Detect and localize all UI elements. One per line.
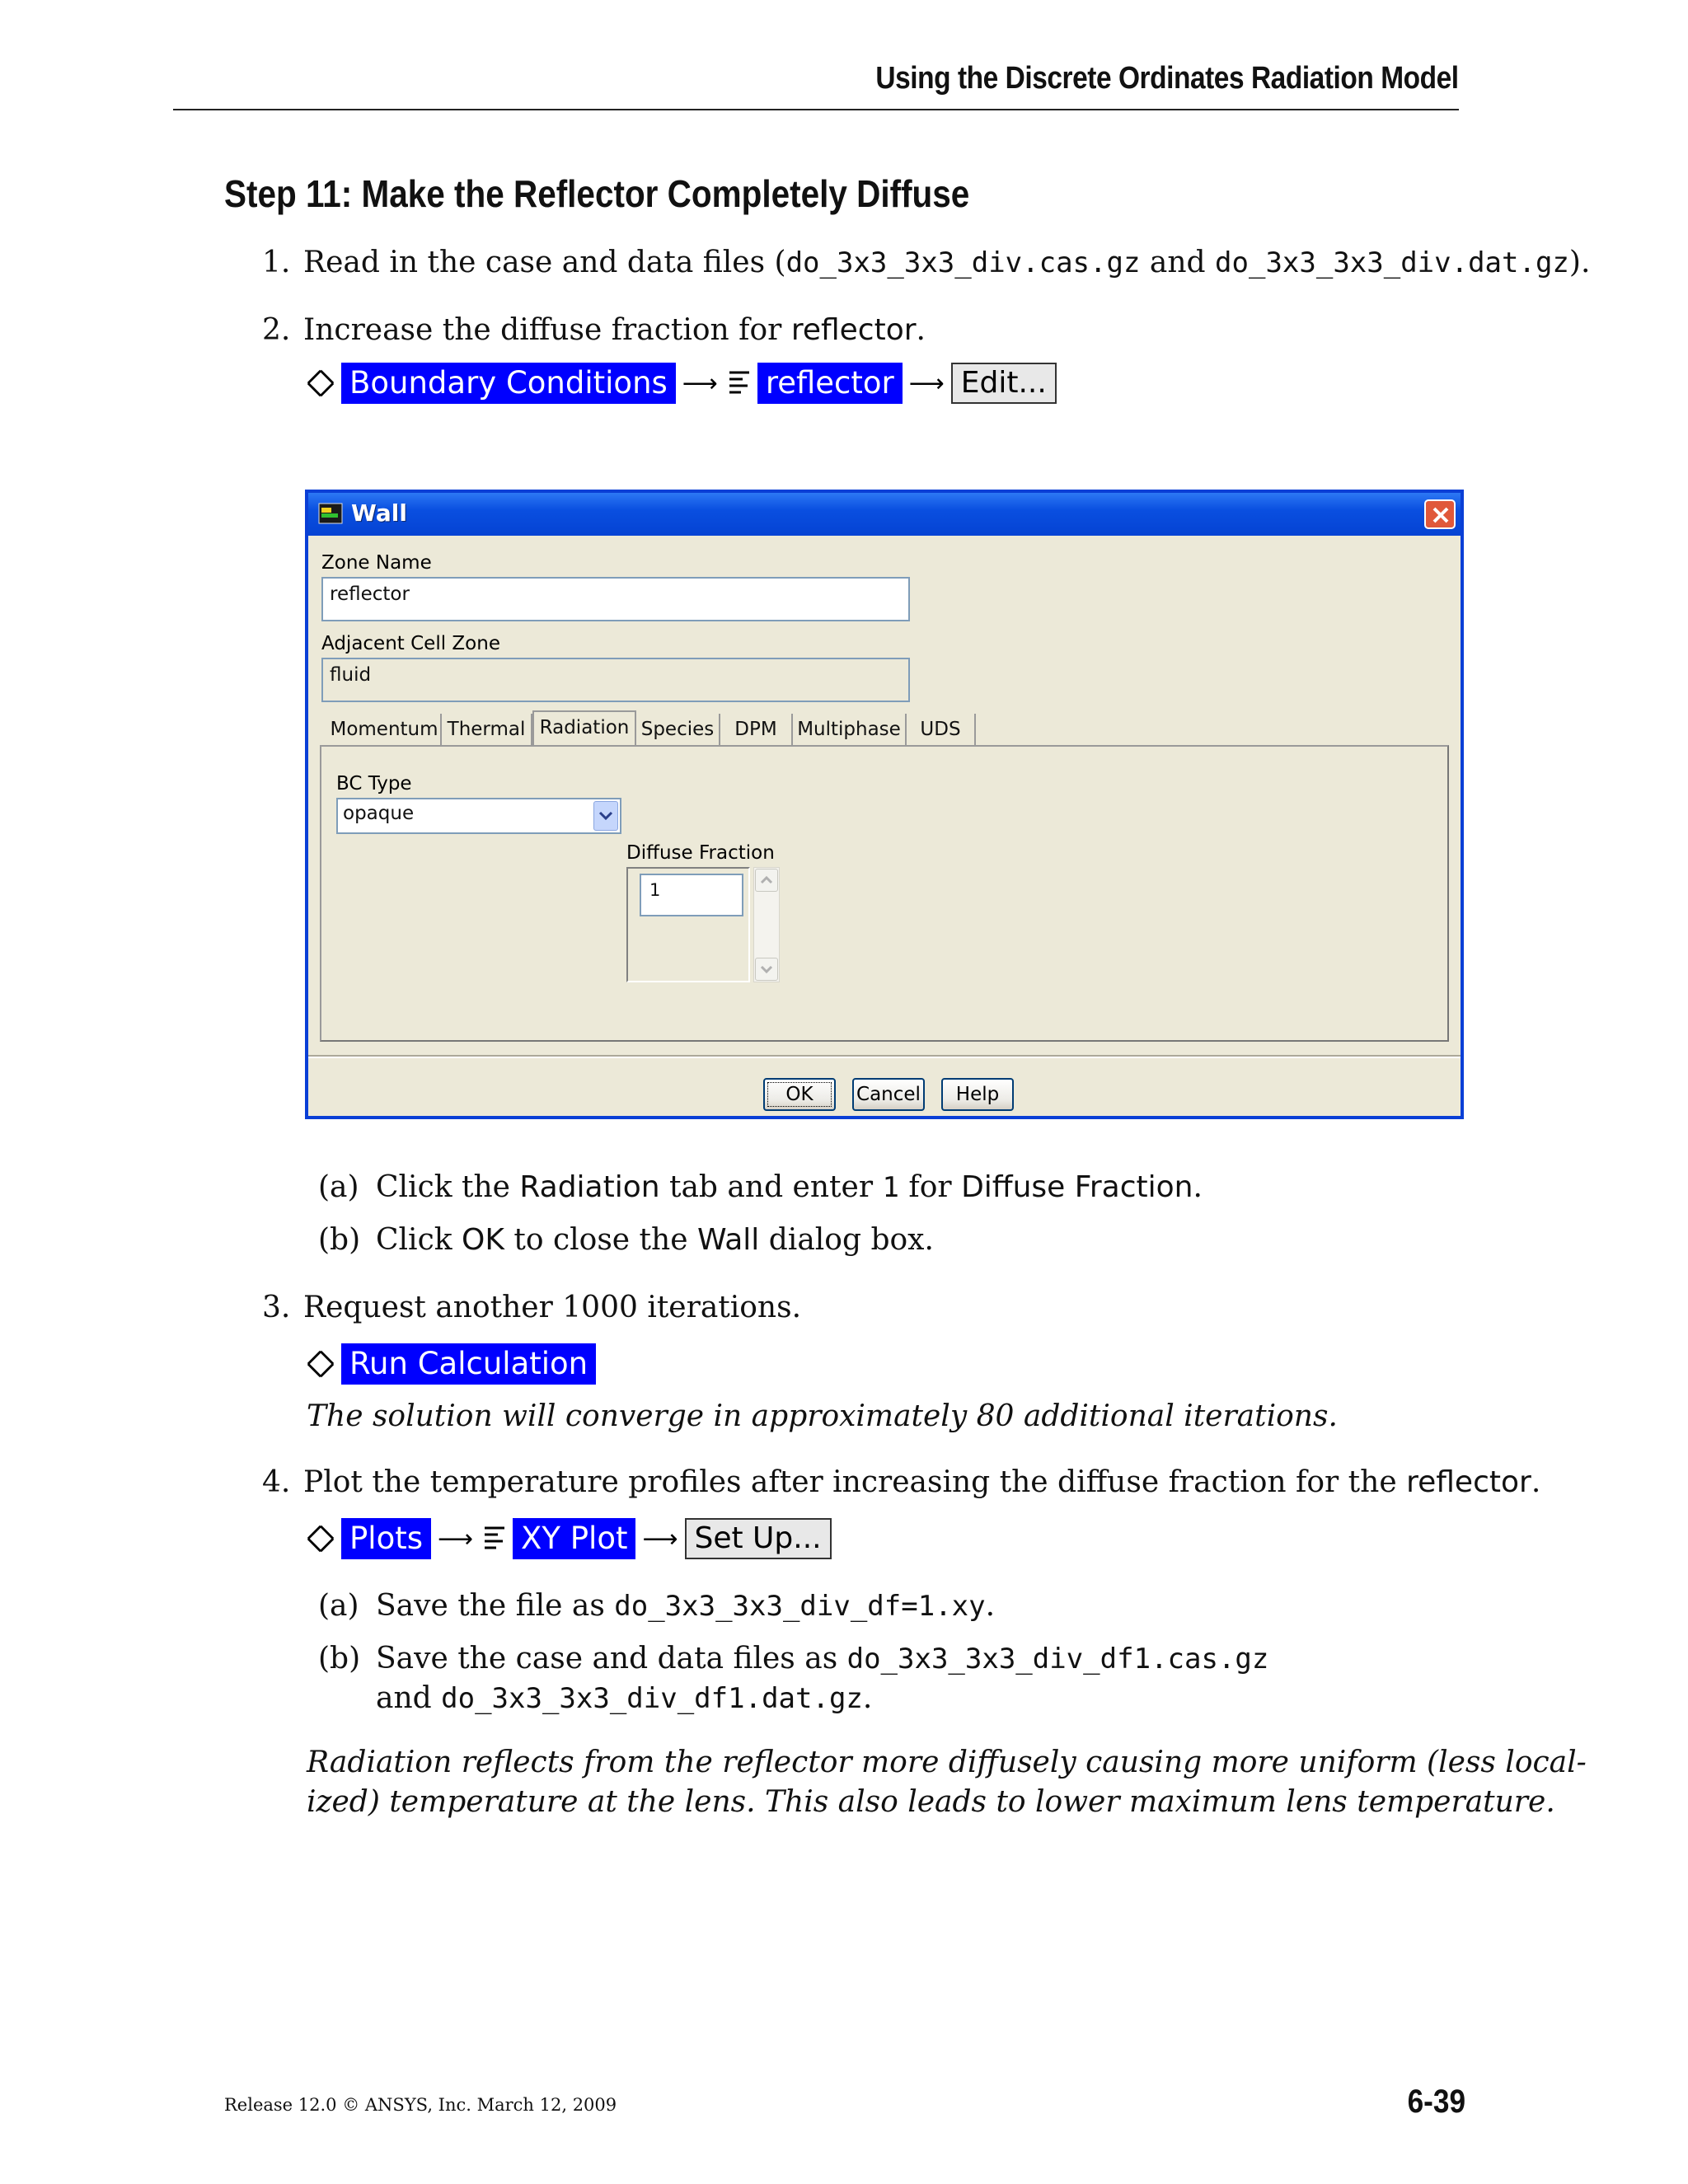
app-icon (318, 503, 343, 524)
item-text: . (1193, 1170, 1203, 1204)
zone-name-label: Zone Name (321, 552, 432, 574)
four-way-arrow-icon (305, 1523, 336, 1554)
dialog-title: Wall (351, 499, 407, 527)
conclusion-line-1: Radiation reflects from the reflector more diffusely causing more uniform (less local- (307, 1746, 1587, 1779)
term-radiation: Radiation (519, 1170, 660, 1204)
nav-plots[interactable]: Plots (341, 1518, 431, 1559)
list-item-4 (262, 1465, 1540, 1499)
bc-type-select[interactable] (336, 798, 621, 834)
ok-button[interactable]: OK (763, 1078, 836, 1111)
list-icon (724, 369, 753, 397)
nav-path-bc (305, 363, 1057, 404)
list-item-4b (318, 1642, 1268, 1675)
value-1: 1 (882, 1171, 899, 1204)
set-up-button[interactable]: Set Up... (685, 1518, 832, 1559)
nav-reflector[interactable]: reflector (757, 363, 903, 404)
item-text: Read in the case and data files ( (303, 246, 786, 279)
item-text: Save the file as (376, 1589, 615, 1623)
four-way-arrow-icon (305, 368, 336, 399)
item-number: 4. (262, 1465, 291, 1499)
nav-run-calculation[interactable]: Run Calculation (341, 1343, 596, 1385)
tab-uds[interactable]: UDS (907, 714, 976, 745)
help-button[interactable]: Help (941, 1078, 1014, 1111)
item-text: Save the case and data files as (376, 1642, 847, 1675)
item-text: . (862, 1681, 873, 1715)
list-item-4a (318, 1589, 995, 1623)
bc-type-label: BC Type (336, 773, 412, 794)
edit-button[interactable]: Edit... (951, 363, 1057, 404)
chevron-down-icon (594, 802, 617, 830)
list-item-4b-cont (376, 1681, 872, 1715)
item-number: 2. (262, 313, 291, 347)
close-icon (1432, 506, 1450, 524)
dialog-separator (308, 1055, 1461, 1058)
item-label: (a) (318, 1170, 359, 1204)
item-text: Request another 1000 iterations. (303, 1291, 802, 1324)
diffuse-fraction-input[interactable]: 1 (640, 874, 743, 916)
filename-cas: do_3x3_3x3_div.cas.gz (785, 246, 1141, 279)
footer-release: Release 12.0 © ANSYS, Inc. March 12, 2009 (224, 2095, 617, 2115)
term-ok: OK (462, 1223, 504, 1257)
item-text: tab and enter (659, 1170, 883, 1204)
diffuse-fraction-frame (626, 867, 750, 982)
item-text: ). (1568, 246, 1591, 279)
arrow-icon: ⟶ (438, 1524, 474, 1554)
item-label: (b) (318, 1642, 361, 1675)
dropdown-button[interactable] (593, 801, 618, 831)
list-item-2b (318, 1223, 934, 1257)
header-title: Using the Discrete Ordinates Radiation Model (875, 61, 1459, 96)
item-text: Click the (376, 1170, 520, 1204)
item-number: 3. (262, 1291, 291, 1324)
item-text: and (376, 1681, 442, 1715)
term-wall: Wall (696, 1223, 760, 1257)
arrow-icon: ⟶ (682, 368, 718, 398)
diffuse-scrollbar[interactable] (753, 867, 780, 982)
item-text: Plot the temperature profiles after increasing the diffuse fraction for the (303, 1465, 1407, 1499)
item-label: (a) (318, 1589, 359, 1623)
scroll-down-button[interactable] (755, 958, 778, 981)
list-item-2 (262, 313, 926, 347)
filename-df1-cas: do_3x3_3x3_div_df1.cas.gz (846, 1643, 1269, 1675)
item-number: 1. (262, 246, 291, 279)
tab-radiation[interactable]: Radiation (532, 710, 636, 747)
tab-dpm[interactable]: DPM (720, 714, 793, 745)
nav-boundary-conditions[interactable]: Boundary Conditions (341, 363, 676, 404)
item-text: dialog box. (759, 1223, 934, 1257)
item-text: . (1531, 1465, 1541, 1499)
wall-dialog (305, 490, 1464, 1119)
conclusion-line-2: ized) temperature at the lens. This also leads to lower maximum lens temperature. (307, 1785, 1555, 1819)
arrow-icon: ⟶ (908, 368, 945, 398)
item-text: to close the (504, 1223, 697, 1257)
tab-multiphase[interactable]: Multiphase (793, 714, 907, 745)
filename-xy: do_3x3_3x3_div_df=1.xy (614, 1590, 986, 1623)
list-item-2a (318, 1170, 1203, 1204)
bc-type-value: opaque (343, 803, 415, 824)
adjacent-cell-zone-label: Adjacent Cell Zone (321, 633, 500, 654)
scroll-up-button[interactable] (755, 869, 778, 892)
filename-df1-dat: do_3x3_3x3_div_df1.dat.gz (441, 1682, 863, 1715)
list-item-3 (262, 1291, 801, 1324)
item-text: and (1140, 246, 1216, 279)
close-button[interactable] (1424, 499, 1456, 529)
term-reflector: reflector (1406, 1465, 1531, 1499)
item-text: . (985, 1589, 996, 1623)
nav-path-plots (305, 1518, 832, 1559)
four-way-arrow-icon (305, 1348, 336, 1380)
nav-xy-plot[interactable]: XY Plot (513, 1518, 635, 1559)
nav-path-run (305, 1343, 596, 1385)
chevron-up-icon (756, 869, 777, 891)
zone-name-input[interactable]: reflector (321, 577, 910, 621)
filename-dat: do_3x3_3x3_div.dat.gz (1215, 246, 1569, 279)
convergence-note: The solution will converge in approximately 80 additional iterations. (307, 1399, 1338, 1433)
tab-momentum[interactable]: Momentum (328, 714, 442, 745)
radiation-panel (320, 745, 1449, 1042)
item-text: for (898, 1170, 962, 1204)
term-reflector: reflector (790, 313, 917, 347)
list-icon (480, 1525, 508, 1553)
tab-thermal[interactable]: Thermal (442, 714, 532, 745)
page-number: 6-39 (1407, 2083, 1465, 2120)
dialog-titlebar[interactable] (308, 493, 1461, 536)
tab-species[interactable]: Species (636, 714, 720, 745)
item-label: (b) (318, 1223, 361, 1257)
arrow-icon: ⟶ (642, 1524, 678, 1554)
item-text: . (916, 313, 926, 347)
diffuse-fraction-label: Diffuse Fraction (626, 842, 775, 864)
item-text: Increase the diffuse fraction for (303, 313, 791, 347)
adjacent-cell-zone-field: fluid (321, 658, 910, 702)
term-diffuse-fraction: Diffuse Fraction (961, 1170, 1193, 1204)
page-header (173, 59, 1459, 110)
cancel-button[interactable]: Cancel (852, 1078, 925, 1111)
item-text: Click (376, 1223, 462, 1257)
step-title: Step 11: Make the Reflector Completely Diffuse (224, 172, 970, 215)
list-item-1 (262, 246, 1590, 279)
chevron-down-icon (756, 958, 777, 980)
